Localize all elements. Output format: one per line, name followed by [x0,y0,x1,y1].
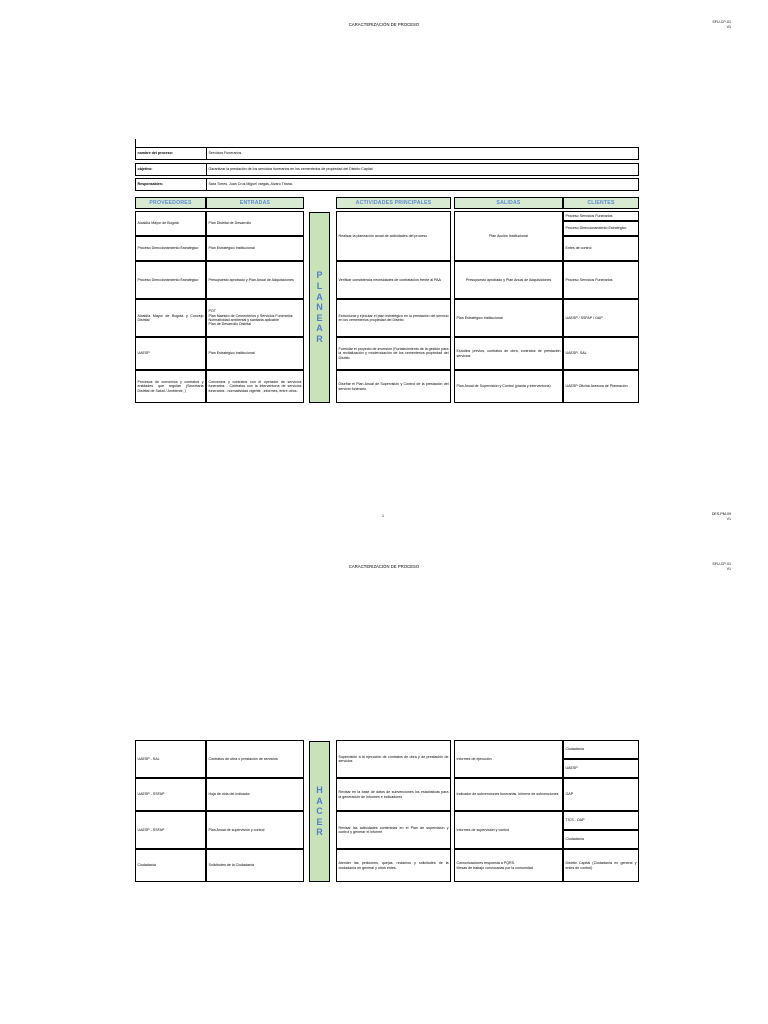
p2-row4-entrada: Solicitudes de la Ciudadanía [206,849,304,882]
p2-row4-salida-cell [454,849,563,882]
phase-letter: A [316,795,323,806]
phase-letter: E [316,312,323,323]
row2-entrada: Plan Estratégico Institucional [206,236,304,261]
footer-code [712,512,731,521]
objective-label: objetivo: [135,163,207,176]
p2-row2-salida: Indicador de subvenciones funerarias. Informe de subvenciones [454,778,563,811]
row3-cliente: Proceso Servicios Funerarios [563,261,639,299]
row4-entrada: POT Plan Maestro de Cementerios y Servicios Funerarios Normatividad ambiental y sanitaria aplicable Plan de Desarrollo Distrital [208,309,293,327]
phase-letter: R [316,333,323,344]
process-name-value: Servicios Funerarios [206,147,639,160]
phase-letter: C [316,806,323,817]
footer-code-line: DES-PM-09 [711,512,731,516]
row6-proveedor: Procesos de convenios y contratos y entidades que regulan (Secretaria Distrital de Salud / Ambiente, ) [135,370,206,403]
page-title: CARACTERIZACIÓN DE PROCESO [348,22,420,27]
p2-row2-proveedor: UAESP - SSFAP [135,778,206,811]
row5-salida: Estudios previos, contratos de obra, contratos de prestación servicios [454,337,563,370]
p2-row1-proveedor: UAESP - SAL [135,740,206,778]
phase-letter: H [316,785,323,796]
p2-row3-cliente-2: Ciudadanía [563,830,639,849]
row5-cliente: UAESP- SAL [563,337,639,370]
phase-planear [309,212,330,403]
phase-letter: R [316,827,323,838]
document-code-line: SFU-CP-01 [712,20,731,24]
header-proveedores: PROVEEDORES [135,197,206,209]
p2-row4-cliente: Distrito Capital (Ciudadanía en general y entes de control) [563,849,639,882]
p2-row4-salida: Comunicaciones respuesta a PQRS. Mesas de trabajo convocadas por la comunidad [456,861,533,870]
phase-hacer [309,741,330,882]
header-actividades: ACTIVIDADES PRINCIPALES [336,197,451,209]
document-code [712,20,731,29]
row3-entrada: Presupuesto aprobado y Plan Anual de Adquisiciones [206,261,304,299]
p2-row1-cliente-2: UAESP [563,759,639,778]
row1-actividad: Realizar la planeación anual de actividades del proceso [336,211,451,261]
phase-letter: E [316,816,323,827]
phase-letter: A [316,291,323,302]
p2-row1-entrada: Contratos de obra o prestación de servicios [206,740,304,778]
page-number: 1 [382,514,384,518]
objective-value: Garantizar la prestación de los servicios funerarios en los cementerios de propiedad del Distrito Capital [206,163,639,176]
p2-row4-proveedor: Ciudadanía [135,849,206,882]
row4-actividad: Estructurar y ejecutar el plan estratégico en la prestación del servicio en los cementerios propiedad del Distrito [336,299,451,337]
p2-row3-proveedor: UAESP - SSFAP [135,811,206,849]
phase-letter: A [316,323,323,334]
document-code-line: SFU-CP-01 [712,562,731,566]
row4-entrada-cell [206,299,304,337]
p2-row4-actividad: Atender las peticiones, quejas, reclamos y solicitudes de la ciudadanía en general y otros entes. [336,849,451,882]
row3-actividad: Verificar consistencia necesidades de contratación frente al PAA [336,261,451,299]
row2-proveedor: Proceso Direccionamiento Estratégico [135,236,206,261]
row6-cliente: UAESP Oficina Asesora de Planeación [563,370,639,403]
row5-proveedor: UAESP [135,337,206,370]
row1-proveedor: Alcaldía Mayor de Bogotá [135,211,206,236]
p2-row2-actividad: Revisar en la base de datos de subvenciones los estadísticas para la generación de informes e indicadores [336,778,451,811]
row3-salida: Presupuesto aprobado y Plan Anual de Adquisiciones [454,261,563,299]
process-name-label: nombre del proceso: [135,147,207,160]
row5-entrada: Plan Estratégico Institucional [206,337,304,370]
phase-letter: P [316,270,323,281]
row6-entrada: Convenios y contratos con el operador de servicios funerarios . Contratos con la interventoría de servicios funerarios . normatividad vigente , informes, entre otros. [206,370,304,403]
p2-row3-entrada: Plan Anual de supervisión y control [206,811,304,849]
row4-salida: Plan Estratégico Institucional [454,299,563,337]
document-version-line: V1 [726,566,731,571]
row3-proveedor: Proceso Direccionamiento Estratégico [135,261,206,299]
page-title: CARACTERIZACIÓN DE PROCESO [348,564,420,569]
row5-actividad: Formular el proyecto de inversión (Fortalecimiento de la gestión para la revitalización y modernización de los cementerios propiedad del Distrito [336,337,451,370]
p2-row2-cliente: OAP [563,778,639,811]
p2-row3-salida: Informes de supervisión y control [454,811,563,849]
row1-cliente-3: Entes de control [563,236,639,261]
row4-proveedor: Alcaldía Mayor de Bogotá y Concejo Distrital [135,299,206,337]
header-entradas: ENTRADAS [206,197,304,209]
responsibles-value: Sara Torres, Juan Cruz,Miguel vargas, Alvaro Triana. [206,178,639,191]
p2-row3-actividad: Revisar las actividades contenidas en el Plan de supervisión y control y generar el informe [336,811,451,849]
row1-cliente-1: Proceso Servicios Funerarios [563,211,639,221]
responsibles-label: Responsables: [135,178,207,191]
document-version-line: V1 [726,24,731,29]
footer-version-line: V1 [726,516,731,521]
row4-cliente: UAESP / SSFAP / OAP [563,299,639,337]
phase-letter: N [316,302,323,313]
document-code [712,562,731,571]
p2-row2-entrada: Hoja de vida del indicador [206,778,304,811]
p2-row3-cliente-1: TICS - OAP [563,811,639,830]
row6-actividad: Diseñar el Plan Anual de Supervisión y Control de la prestación del servicio funerario. [336,370,451,403]
row1-cliente-2: Proceso Direccionamiento Estratégico [563,221,639,236]
header-salidas: SALIDAS [454,197,563,209]
row6-salida: Plan Anual de Supervisión y Control (planta y interventoria) [454,370,563,403]
phase-letter: L [316,281,323,292]
row1-entrada: Plan Distrital de Desarrollo [206,211,304,236]
p2-row1-cliente-1: Ciudadanía [563,740,639,759]
header-clientes: CLIENTES [563,197,639,209]
p2-row1-salida: Informes de ejecución [454,740,563,778]
p2-row1-actividad: Supervisión a la ejecución de contratos de obra y de prestación de servicios [336,740,451,778]
row1-salida: Plan Acción Institucional [454,211,563,261]
